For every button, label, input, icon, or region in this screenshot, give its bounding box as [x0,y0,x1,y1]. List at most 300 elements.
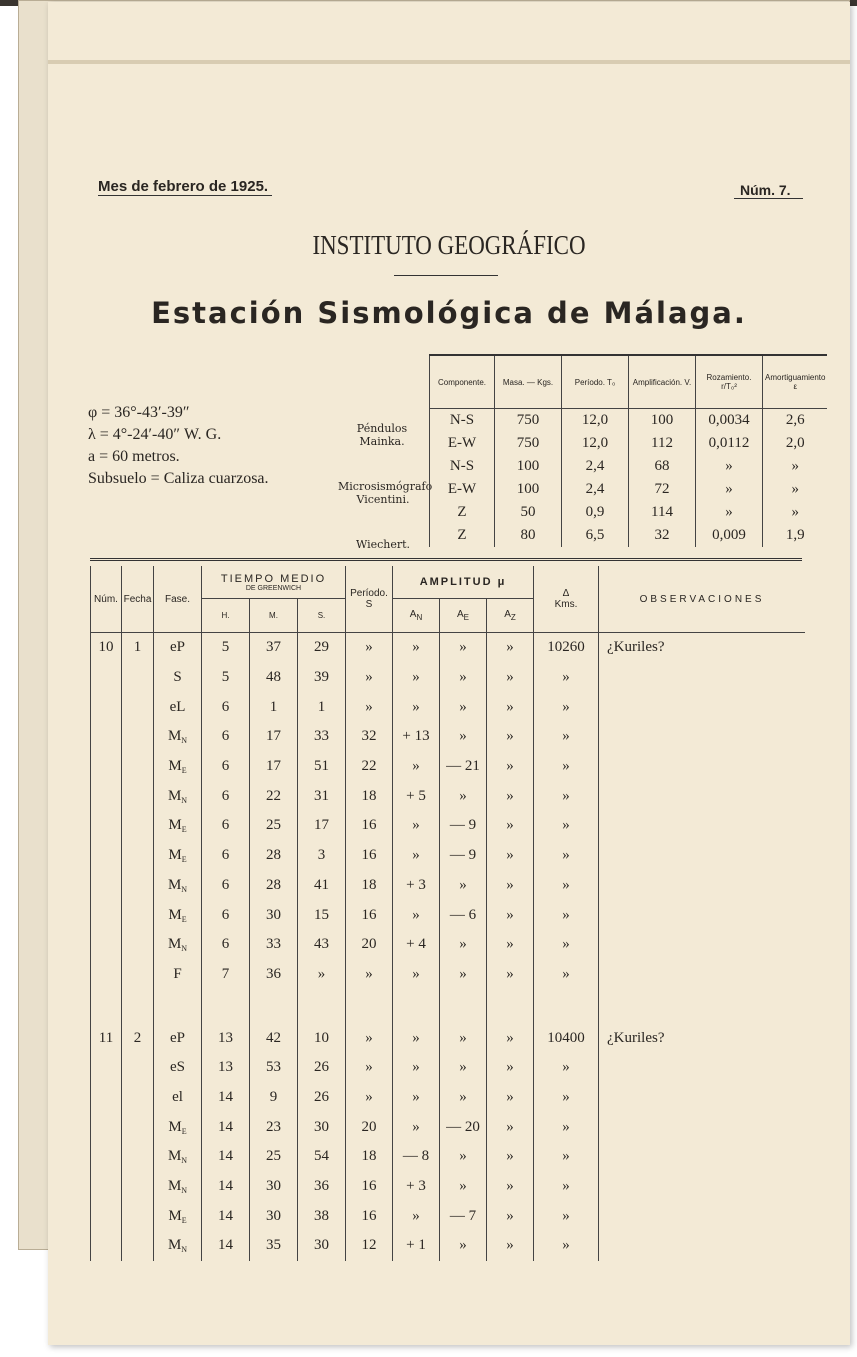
cell-fase [154,1112,202,1142]
cell-obs [599,811,806,841]
phase-label: M [167,936,182,953]
th-amplitud: AMPLITUD μ [393,566,534,599]
cell-d: » [534,1201,599,1231]
phase-subscript: N [181,736,188,746]
th-delta [534,566,599,633]
cell-h: 6 [202,811,250,841]
cell-h: 6 [202,900,250,930]
instrument-cell: 0,009 [696,524,763,547]
cell-fecha [122,841,154,871]
instrument-cell: 72 [629,478,696,501]
phase-label: S [173,669,182,686]
cell-ae: » [440,1023,487,1053]
cell-fecha [122,781,154,811]
cell-an: + 3 [393,1172,440,1202]
cell-s: 26 [298,1083,346,1113]
cell-d: » [534,930,599,960]
cell-obs [599,1201,806,1231]
latitude: φ = 36°-43′-39″ [88,404,190,421]
cell-h: 14 [202,1201,250,1231]
cell-h: 6 [202,722,250,752]
cell-fecha [122,752,154,782]
cell-per: 18 [346,871,393,901]
cell-fecha: 1 [122,633,154,663]
instrument-cell: 2,4 [562,478,629,501]
cell-obs [599,1231,806,1261]
cell-an: » [393,633,440,663]
table-row [91,811,806,841]
cell-per: » [346,1023,393,1053]
instrument-cell: 80 [495,524,562,547]
cell-an: » [393,811,440,841]
cell-s: 51 [298,752,346,782]
cell-num [91,960,122,990]
spacer-cell [202,989,250,1023]
cell-an: » [393,900,440,930]
cell-obs [599,752,806,782]
cell-fase [154,1172,202,1202]
instrument-cell: 12,0 [562,432,629,455]
cell-num [91,1053,122,1083]
instrument-cell: 68 [629,455,696,478]
th-periodo: Período. T₀ [562,355,629,409]
cell-obs [599,1053,806,1083]
instrument-cell: 100 [495,478,562,501]
cell-an: — 8 [393,1142,440,1172]
phase-subscript: N [181,1156,188,1166]
cell-an: » [393,752,440,782]
cell-an: + 1 [393,1231,440,1261]
cell-fase [154,1023,202,1053]
table-row [91,663,806,693]
cell-per: » [346,1083,393,1113]
spacer-cell [91,989,122,1023]
cell-m: 30 [250,1201,298,1231]
cell-s: 33 [298,722,346,752]
cell-fase [154,633,202,663]
cell-fecha [122,930,154,960]
phase-label: eP [170,639,185,656]
instrument-cell: » [763,455,828,478]
table-row [91,1053,806,1083]
instrument-cell: N-S [430,455,495,478]
instrument-cell: » [696,501,763,524]
cell-m: 42 [250,1023,298,1053]
cell-az: » [487,1231,534,1261]
table-row [91,1083,806,1113]
th-h: H. [202,599,250,633]
cell-h: 6 [202,781,250,811]
cell-h: 6 [202,930,250,960]
cell-fecha [122,960,154,990]
cell-m: 28 [250,841,298,871]
cell-ae: » [440,692,487,722]
cell-s: 38 [298,1201,346,1231]
document-page [48,2,850,1345]
cell-obs [599,960,806,990]
cell-num [91,692,122,722]
cell-az: » [487,1083,534,1113]
cell-m: 17 [250,722,298,752]
cell-fase [154,871,202,901]
cell-d: » [534,781,599,811]
cell-h: 13 [202,1023,250,1053]
station-coordinates [88,402,269,490]
cell-num: 10 [91,633,122,663]
cell-per: 16 [346,841,393,871]
phase-subscript: E [181,914,187,924]
instrument-cell: E-W [430,432,495,455]
th-ae-sub: E [463,613,469,622]
cell-s: 29 [298,633,346,663]
phase-label: M [168,847,182,864]
th-num: Núm. [91,566,122,633]
cell-an: » [393,841,440,871]
table-row [91,1172,806,1202]
spacer-cell [393,989,440,1023]
cell-fecha [122,722,154,752]
cell-h: 14 [202,1172,250,1202]
cell-fase [154,841,202,871]
cell-h: 6 [202,841,250,871]
cell-per: 16 [346,811,393,841]
phase-label: M [167,1237,182,1254]
th-kms: Kms. [554,599,578,610]
instrument-cell: 0,0112 [696,432,763,455]
instrument-cell: » [763,501,828,524]
table-row [91,722,806,752]
phase-label: M [167,787,182,804]
cell-d: » [534,1142,599,1172]
phase-label: M [168,1207,182,1224]
cell-az: » [487,1023,534,1053]
cell-fase [154,1083,202,1113]
th-m: M. [250,599,298,633]
th-periodo-s [346,566,393,633]
longitude: λ = 4°-24′-40″ W. G. [88,426,222,443]
table-row [91,781,806,811]
cell-h: 14 [202,1231,250,1261]
th-periodo-unit: S [365,599,373,610]
cell-m: 35 [250,1231,298,1261]
cell-ae: — 9 [440,811,487,841]
cell-obs: ¿Kuriles? [599,1023,806,1053]
phase-label: M [168,817,182,834]
cell-d: 10260 [534,633,599,663]
cell-fase [154,752,202,782]
instruments-table [429,354,827,547]
th-masa: Masa. — Kgs. [495,355,562,409]
cell-fecha [122,1083,154,1113]
phase-label: M [168,1118,182,1135]
cell-ae: » [440,1053,487,1083]
instrument-row [430,409,828,433]
th-an [393,599,440,633]
cell-az: » [487,811,534,841]
table-row [91,1231,806,1261]
cell-num [91,722,122,752]
cell-s: 10 [298,1023,346,1053]
cell-ae: » [440,1231,487,1261]
cell-m: 23 [250,1112,298,1142]
subsoil: Subsuelo = Caliza cuarzosa. [88,470,269,487]
instrument-cell: 100 [629,409,696,433]
spacer-cell [487,989,534,1023]
th-az [487,599,534,633]
institute-title: INSTITUTO GEOGRÁFICO [312,230,586,260]
cell-fecha [122,1231,154,1261]
cell-an: + 4 [393,930,440,960]
cell-fecha [122,1112,154,1142]
cell-per: 18 [346,1142,393,1172]
instrument-cell: 2,6 [763,409,828,433]
cell-s: 26 [298,1053,346,1083]
spacer-cell [250,989,298,1023]
table-row [91,633,806,663]
readings-table [90,566,805,1261]
cell-fecha [122,663,154,693]
cell-m: 30 [250,900,298,930]
instrument-cell: Z [430,524,495,547]
th-amplificacion: Amplificación. V. [629,355,696,409]
cell-num [91,752,122,782]
cell-az: » [487,752,534,782]
cell-d: » [534,663,599,693]
instrument-row [430,455,828,478]
instrument-cell: 32 [629,524,696,547]
cell-per: » [346,663,393,693]
cell-ae: — 7 [440,1201,487,1231]
cell-ae: » [440,1142,487,1172]
cell-an: » [393,1083,440,1113]
cell-num [91,781,122,811]
cell-d: » [534,960,599,990]
cell-an: + 3 [393,871,440,901]
cell-az: » [487,930,534,960]
cell-num [91,930,122,960]
instrument-cell: N-S [430,409,495,433]
cell-s: 41 [298,871,346,901]
cell-h: 14 [202,1142,250,1172]
cell-az: » [487,1053,534,1083]
phase-label: M [168,758,182,775]
cell-ae: » [440,781,487,811]
cell-obs [599,1142,806,1172]
cell-obs [599,930,806,960]
cell-fecha: 2 [122,1023,154,1053]
th-fase: Fase. [154,566,202,633]
cell-m: 53 [250,1053,298,1083]
instrument-cell: E-W [430,478,495,501]
cell-s: 36 [298,1172,346,1202]
phase-subscript: E [181,1126,187,1136]
cell-h: 5 [202,663,250,693]
cell-az: » [487,1201,534,1231]
cell-s: 3 [298,841,346,871]
cell-az: » [487,1142,534,1172]
cell-fecha [122,1201,154,1231]
cell-m: 37 [250,633,298,663]
cell-fecha [122,811,154,841]
cell-num [91,871,122,901]
cell-per: 20 [346,930,393,960]
cell-obs: ¿Kuriles? [599,633,806,663]
cell-per: 16 [346,1201,393,1231]
cell-fecha [122,1142,154,1172]
cell-az: » [487,663,534,693]
cell-an: » [393,1201,440,1231]
cell-per: 16 [346,1172,393,1202]
cell-fase [154,663,202,693]
cell-fase [154,1201,202,1231]
th-ae-label: A [456,609,464,620]
phase-subscript: N [181,1245,188,1255]
cell-num [91,811,122,841]
cell-fase [154,900,202,930]
cell-an: » [393,960,440,990]
cell-s: » [298,960,346,990]
cell-ae: » [440,1172,487,1202]
instrument-cell: » [696,455,763,478]
th-delta-symbol: Δ [562,588,570,599]
cell-obs [599,871,806,901]
phase-subscript: E [181,1215,187,1225]
spacer-cell [346,989,393,1023]
cell-s: 43 [298,930,346,960]
cell-per: 12 [346,1231,393,1261]
cell-fecha [122,692,154,722]
th-an-sub: N [416,613,423,622]
cell-per: 20 [346,1112,393,1142]
cell-ae: » [440,930,487,960]
table-row [91,841,806,871]
cell-s: 17 [298,811,346,841]
phase-label: eP [170,1029,185,1046]
cell-an: + 13 [393,722,440,752]
instrument-row [430,432,828,455]
th-rozamiento: Rozamiento. r/T₀² [696,355,763,409]
th-fecha: Fecha [122,566,154,633]
cell-h: 6 [202,752,250,782]
phase-subscript: E [181,825,187,835]
cell-az: » [487,633,534,663]
cell-d: » [534,900,599,930]
th-ae [440,599,487,633]
cell-obs [599,900,806,930]
phase-label: M [167,1148,182,1165]
cell-ae: — 21 [440,752,487,782]
spacer-cell [534,989,599,1023]
cell-num [91,1112,122,1142]
instrument-cell: 12,0 [562,409,629,433]
cell-d: » [534,1053,599,1083]
cell-per: » [346,692,393,722]
page-fold [48,60,850,64]
cell-az: » [487,871,534,901]
cell-num [91,663,122,693]
cell-m: 33 [250,930,298,960]
issue-number: Núm. 7. [734,182,803,199]
cell-h: 14 [202,1112,250,1142]
cell-ae: » [440,722,487,752]
cell-az: » [487,692,534,722]
cell-fecha [122,1053,154,1083]
cell-num [91,1142,122,1172]
instrument-row [430,478,828,501]
cell-h: 5 [202,633,250,663]
cell-s: 30 [298,1231,346,1261]
instrument-cell: » [763,478,828,501]
cell-an: » [393,1112,440,1142]
cell-ae: » [440,1083,487,1113]
instrument-cell: 0,9 [562,501,629,524]
cell-fecha [122,871,154,901]
cell-per: 22 [346,752,393,782]
cell-m: 30 [250,1172,298,1202]
table-row [91,900,806,930]
phase-label: eS [170,1059,185,1076]
table-row [91,1142,806,1172]
title-divider [394,275,498,276]
table-row [91,1201,806,1231]
th-s: S. [298,599,346,633]
th-greenwich: DE GREENWICH [245,584,302,592]
cell-d: » [534,1112,599,1142]
cell-h: 6 [202,871,250,901]
cell-an: » [393,663,440,693]
spacer-cell [122,989,154,1023]
cell-fase [154,1231,202,1261]
cell-obs [599,841,806,871]
instrument-cell: 2,4 [562,455,629,478]
cell-an: + 5 [393,781,440,811]
cell-fase [154,722,202,752]
cell-az: » [487,1172,534,1202]
phase-subscript: N [181,944,188,954]
instrument-row [430,524,828,547]
instrument-cell: 50 [495,501,562,524]
cell-m: 22 [250,781,298,811]
cell-an: » [393,1053,440,1083]
instrument-cell: » [696,478,763,501]
instrument-cell: 1,9 [763,524,828,547]
cell-d: » [534,841,599,871]
phase-label: M [167,1178,182,1195]
phase-subscript: E [181,855,187,865]
cell-per: 18 [346,781,393,811]
cell-d: » [534,752,599,782]
cell-ae: » [440,633,487,663]
cell-m: 48 [250,663,298,693]
th-observaciones: OBSERVACIONES [599,566,806,633]
instrument-cell: 0,0034 [696,409,763,433]
cell-fase [154,960,202,990]
cell-az: » [487,722,534,752]
instrument-cell: 112 [629,432,696,455]
phase-label: M [167,728,182,745]
spacer-cell [298,989,346,1023]
section-divider [90,558,802,561]
cell-d: » [534,722,599,752]
cell-az: » [487,841,534,871]
instrument-cell: 750 [495,432,562,455]
spacer-cell [599,989,806,1023]
cell-m: 9 [250,1083,298,1113]
cell-d: » [534,811,599,841]
cell-obs [599,692,806,722]
cell-num [91,1083,122,1113]
cell-h: 14 [202,1083,250,1113]
